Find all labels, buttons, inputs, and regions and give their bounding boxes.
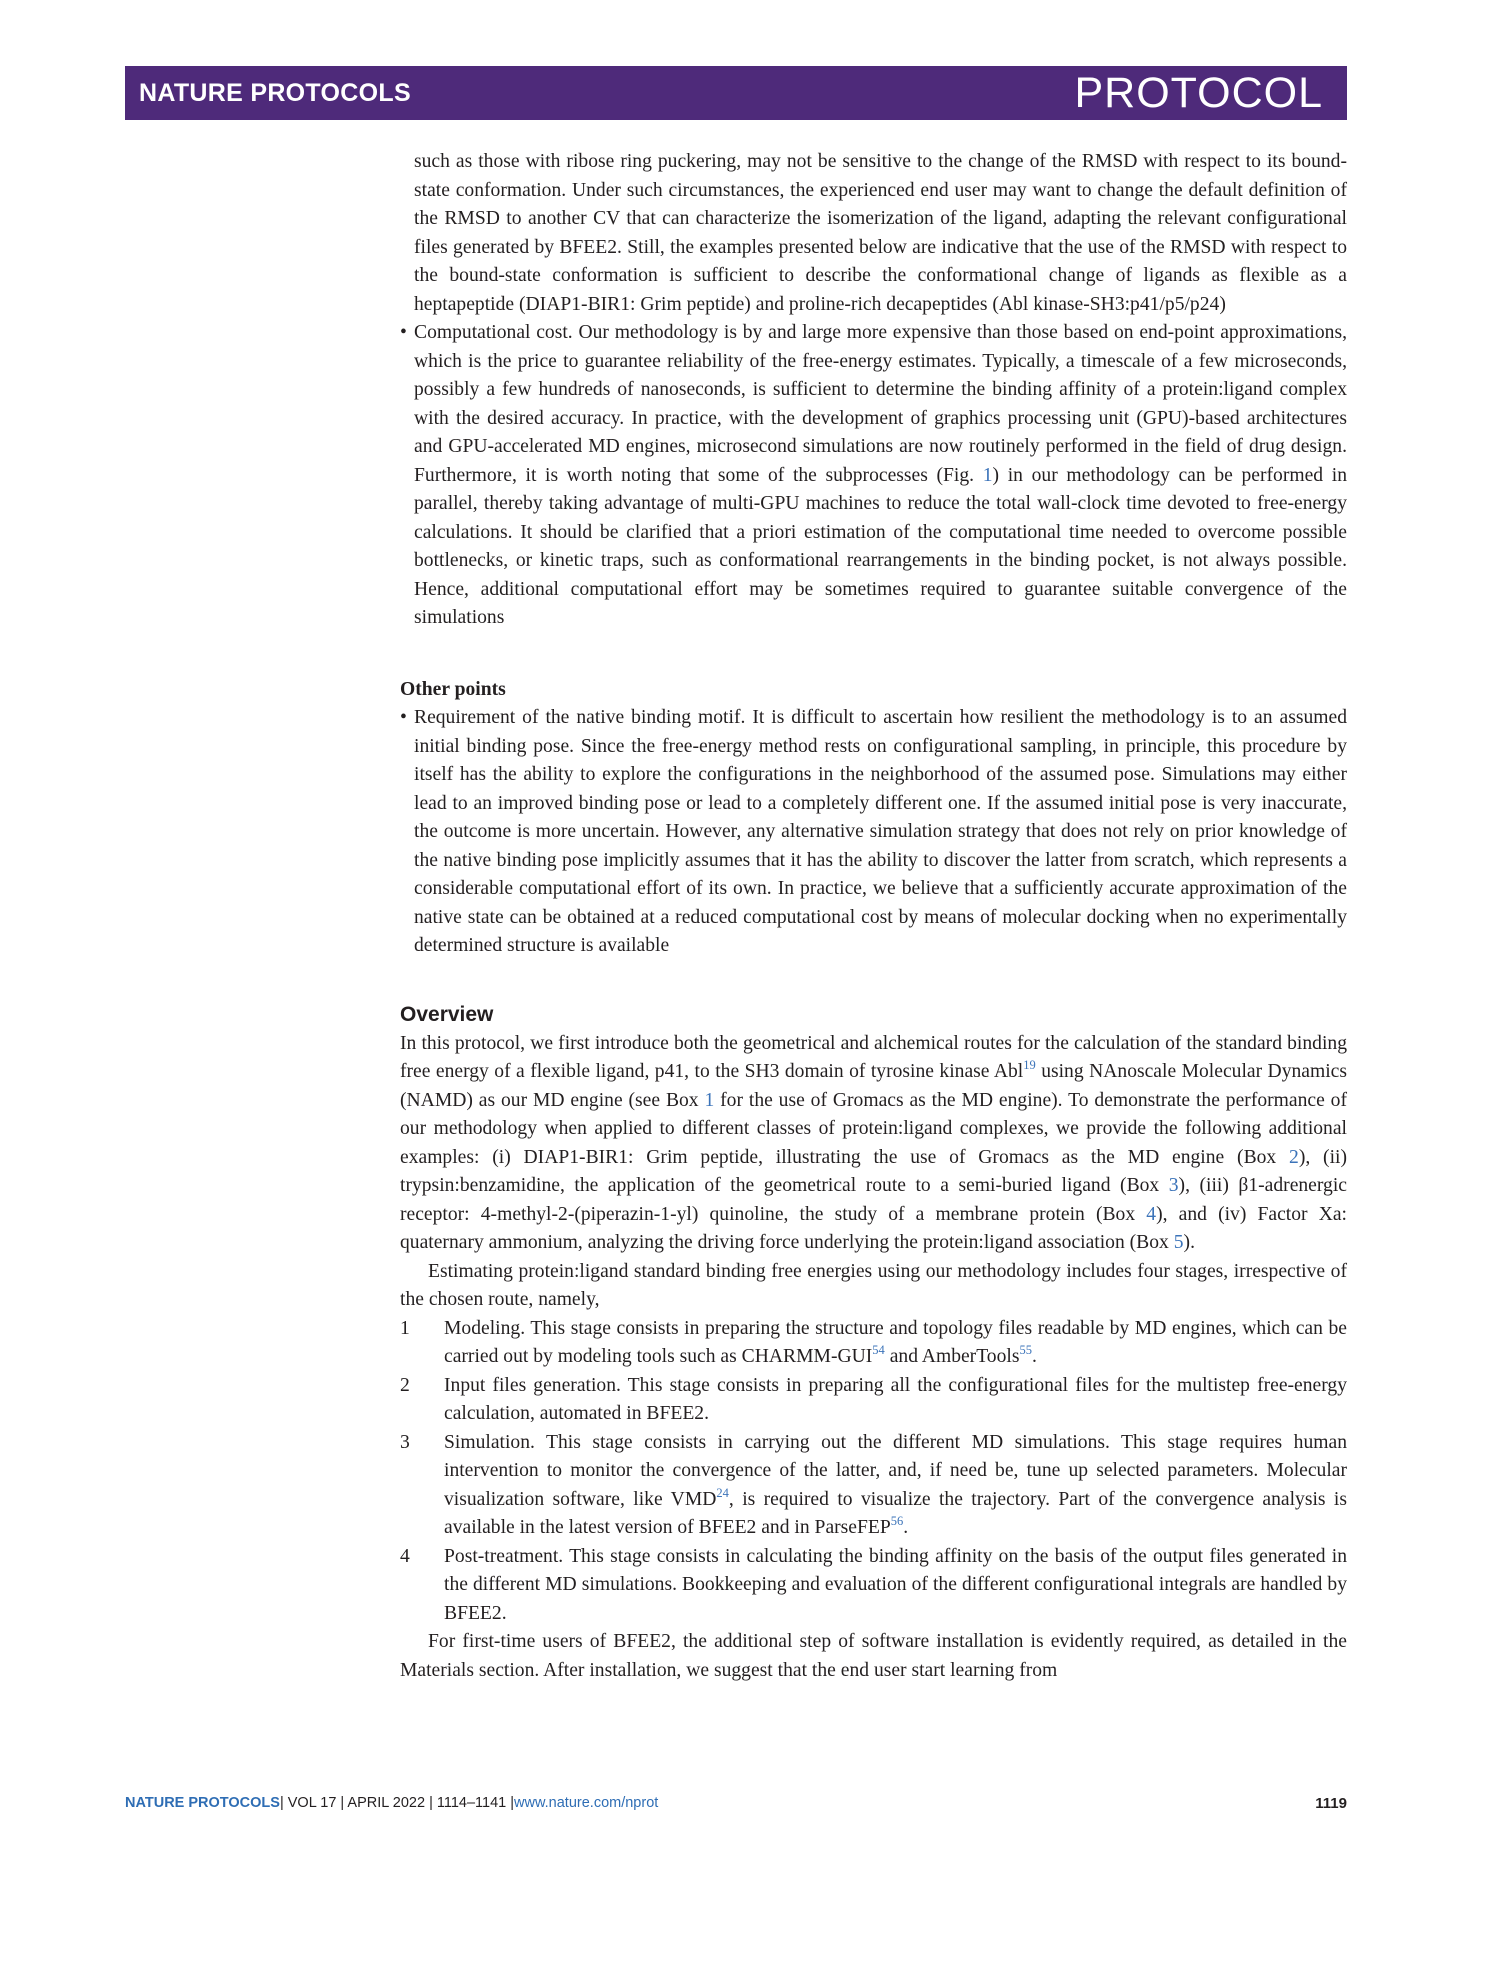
footer-details: | VOL 17 | APRIL 2022 | 1114–1141 | (279, 1795, 515, 1811)
overview-paragraph: In this protocol, we first introduce both the geometrical and alchemical routes for the calculation of the standard binding free energy of a flexible ligand, p41, to the SH3 domain of tyrosine kinase Abl$^{19}$ using NAnoscale Molecular Dynamics (NAMD) as our MD engine (see Box 1 for the use of Gromacs as the MD engine). To demonstrate the performance of our methodology when applied to different classes of protein:ligand complexes, we provide the following additional examples: (i) DIAP1-BIR1: Grim peptide, illustrating the use of Gromacs as the MD engine (Box 2), (ii) trypsin:benzamidine, the application of the geometrical route to a semi-buried ligand (Box 3), (iii) β1-adrenergic receptor: 4-methyl-2-(piperazin-1-yl) quinoline, the study of a membrane protein (Box 4), and (iv) Factor Xa: quaternary ammonium, analyzing the driving force underlying the protein:ligand association (Box 5). (400, 1032, 1348, 1253)
footer-url[interactable]: www.nature.com/nprot (514, 1795, 659, 1811)
article-body (400, 148, 1347, 1685)
ref-24-link[interactable]: 24 (716, 1485, 729, 1500)
stage-input-files: 2 Input files generation. This stage consists in preparing all the configurational files for the multistep free-energy calculation, automated in BFEE2. (400, 1374, 1347, 1424)
bullet-native-binding: • Requirement of the native binding motif. It is difficult to ascertain how resilient the methodology is to an assumed initial binding pose. Since the free-energy method rests on configurational sampling, in principle, this procedure by itself has the ability to explore the configurations in the neighborhood of the assumed pose. Simulations may either lead to an improved binding pose or lead to a completely different one. If the assumed initial pose is very inaccurate, the outcome is more uncertain. However, any alternative simulation strategy that does not rely on prior knowledge of the native binding pose implicitly assumes that it has the ability to discover the latter from scratch, which represents a considerable computational effort of its own. In practice, we believe that a sufficiently accurate approximation of the native state can be obtained at a reduced computational cost by means of molecular docking when no experimentally determined structure is available (400, 704, 1347, 961)
box-1-link[interactable]: 1 (704, 1089, 715, 1111)
stage-modeling: 1 Modeling. This stage consists in preparing the structure and topology files readable by MD engines, which can be carried out by modeling tools such as CHARMM-GUI$^{54}$ and AmberTools$^{55}$. (400, 1317, 1347, 1367)
box-2-link[interactable]: 2 (1289, 1146, 1299, 1168)
stage-simulation: 3 Simulation. This stage consists in carrying out the different MD simulations. This stage requires human intervention to monitor the convergence of the latter, and, if need be, tune up selected parameters. Molecular visualization software, like VMD$^{24}$, is required to visualize the trajectory. Part of the convergence analysis is available in the latest version of BFEE2 and in ParseFEP$^{56}$. (400, 1431, 1347, 1538)
box-4-link[interactable]: 4 (1146, 1203, 1157, 1225)
box-3-link[interactable]: 3 (1168, 1175, 1179, 1196)
footer-journal: NATURE PROTOCOLS (125, 1795, 280, 1811)
limitation-paragraph: such as those with ribose ring puckering, may not be sensitive to the change of the RMSD with respect to its bound-state conformation. Under such circumstances, the experienced end user may want to change the default definition of the RMSD to another CV that can characterize the isomerization of the ligand, adapting the relevant configurational files generated by BFEE2. Still, the examples presented below are indicative that the use of the RMSD with respect to the bound-state conformation is sufficient to describe the conformational change of ligands as flexible as a heptapeptide (DIAP1-BIR1: Grim peptide) and proline-rich decapeptides (Abl kinase-SH3:p41/p5/p24) (414, 151, 1347, 315)
stages-intro: Estimating protein:ligand standard binding free energies using our methodology includes four stages, irrespective of the chosen route, namely, (400, 1260, 1347, 1310)
ref-54-link[interactable]: 54 (872, 1343, 885, 1357)
journal-banner (125, 66, 1347, 120)
installation-paragraph: For first-time users of BFEE2, the additional step of software installation is evidently required, as detailed in the Materials section. After installation, we suggest that the end user start learning from (400, 1631, 1347, 1681)
page-number: 1119 (1315, 1795, 1347, 1812)
stage-post-treatment: 4 Post-treatment. This stage consists in calculating the binding affinity on the basis of the output files generated in the different MD simulations. Bookkeeping and evaluation of the different configurational integrals are handled by BFEE2. (400, 1545, 1347, 1624)
article-type: PROTOCOL (1074, 69, 1323, 117)
overview-heading: Overview (400, 1002, 494, 1026)
page-footer (125, 1795, 1347, 1811)
journal-name: NATURE PROTOCOLS (139, 79, 411, 107)
bullet-computational-cost: • Computational cost. Our methodology is by and large more expensive than those based on end-point approximations, which is the price to guarantee reliability of the free-energy estimates. Typically, a timescale of a few microseconds, possibly a few hundreds of nanoseconds, is sufficient to determine the binding affinity of a protein:ligand complex with the desired accuracy. In practice, with the development of graphics processing unit (GPU)-based architectures and GPU-accelerated MD engines, microsecond simulations are now routinely performed in the field of drug design. Furthermore, it is worth noting that some of the subprocesses (Fig. 1) in our methodology can be performed in parallel, thereby taking advantage of multi-GPU machines to reduce the total wall-clock time devoted to free-energy calculations. It should be clarified that a priori estimation of the computational time needed to overcome possible bottlenecks, or kinetic traps, such as conformational rearrangements in the binding pocket, is not always possible. Hence, additional computational effort may be sometimes required to guarantee suitable convergence of the simulations (400, 319, 1347, 633)
other-points-heading: Other points (400, 678, 506, 700)
box-5-link[interactable]: 5 (1173, 1232, 1184, 1253)
ref-55-link[interactable]: 55 (1019, 1343, 1032, 1357)
ref-19-link[interactable]: 19 (1023, 1058, 1036, 1072)
fig-1-link[interactable]: 1 (982, 464, 993, 486)
ref-56-link[interactable]: 56 (890, 1514, 904, 1528)
